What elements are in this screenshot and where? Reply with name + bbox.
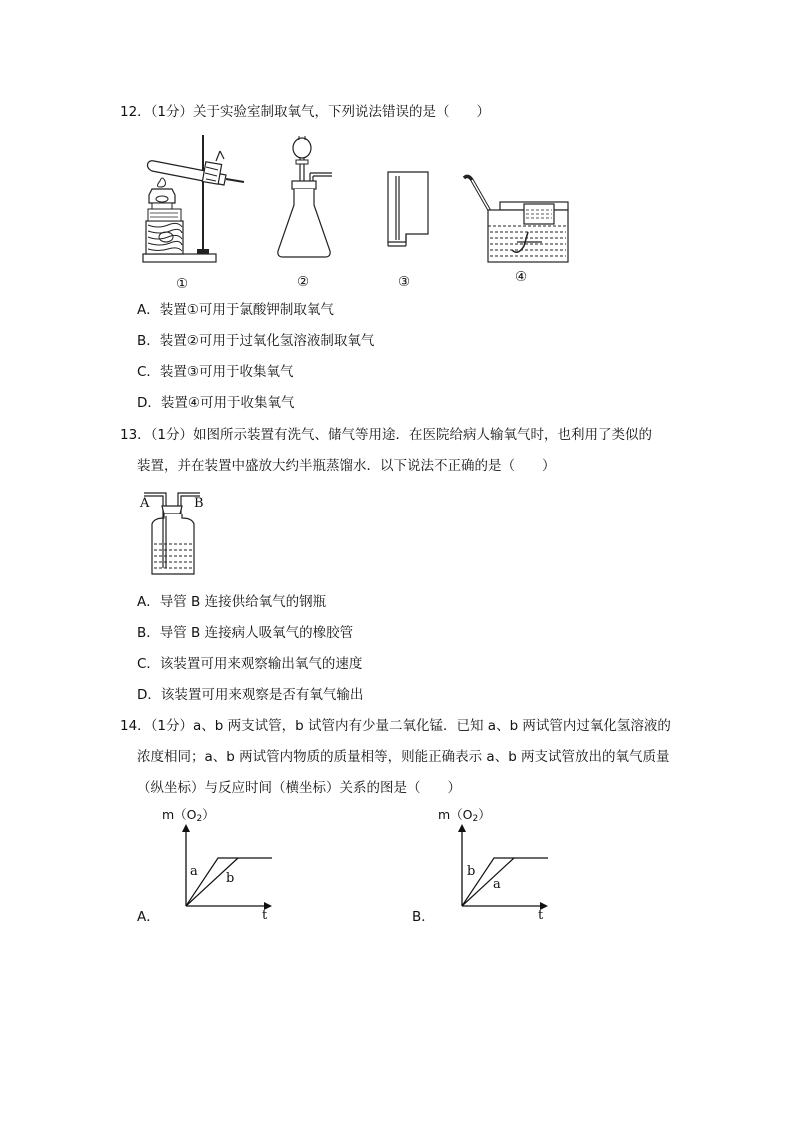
q14-stem-line2: 浓度相同；a、b 两试管内物质的质量相等，则能正确表示 a、b 两支试管放出的氧气质量 [137,749,670,765]
apparatus-1-label: ① [176,276,189,292]
graph-b-y-axis-label: $m(O_2)$ [438,807,491,824]
q12-option-d[interactable]: D．装置④可用于收集氧气 [137,395,295,411]
apparatus-4-label: ④ [515,269,528,285]
apparatus-3-gas-bottle [380,170,432,250]
apparatus-2-conical-flask [272,133,342,265]
q13-stem-line1: 13．（1分）如图所示装置有洗气、储气等用途．在医院给病人输氧气时，也利用了类似的 [120,427,653,443]
graph-a-shallow-label: b [226,871,235,886]
apparatus-1-heating-tube [140,133,250,265]
q13-option-a[interactable]: A．导管 B 连接供给氧气的钢瓶 [137,594,327,610]
q12-option-a[interactable]: A．装置①可用于氯酸钾制取氧气 [137,302,334,318]
apparatus-3-label: ③ [398,274,411,290]
tube-a-label: A [140,496,150,511]
apparatus-4-water-trough [462,170,572,266]
q14-option-a[interactable]: A． [137,909,160,925]
q12-stem: 12．（1分）关于实验室制取氧气，下列说法错误的是（ ） [120,104,491,120]
apparatus-2-label: ② [297,274,310,290]
graph-a-steep-label: a [190,864,198,879]
q14-stem-line1: 14．（1分）a、b 两支试管，b 试管内有少量二氧化锰．已知 a、b 两试管内过氧化氢溶液的 [120,718,671,734]
graph-b-x-axis-label: t [538,908,544,923]
q13-option-c[interactable]: C．该装置可用来观察输出氧气的速度 [137,656,363,672]
q13-stem-line2: 装置，并在装置中盛放大约半瓶蒸馏水．以下说法不正确的是（ ） [137,458,556,474]
graph-a-y-axis-label: $m(O_2)$ [162,807,215,824]
q12-option-c[interactable]: C．装置③可用于收集氧气 [137,364,294,380]
q12-option-b[interactable]: B．装置②可用于过氧化氢溶液制取氧气 [137,333,375,349]
graph-b-steep-label: b [467,864,476,879]
graph-a-x-axis-label: t [262,908,268,923]
q14-stem-line3: （纵坐标）与反应时间（横坐标）关系的图是（ ） [137,780,461,796]
q14-option-b[interactable]: B． [412,909,435,925]
q13-option-b[interactable]: B．导管 B 连接病人吸氧气的橡胶管 [137,625,354,641]
q13-option-d[interactable]: D．该装置可用来观察是否有氧气输出 [137,687,364,703]
graph-b-shallow-label: a [493,877,501,892]
tube-b-label: B [194,496,204,511]
